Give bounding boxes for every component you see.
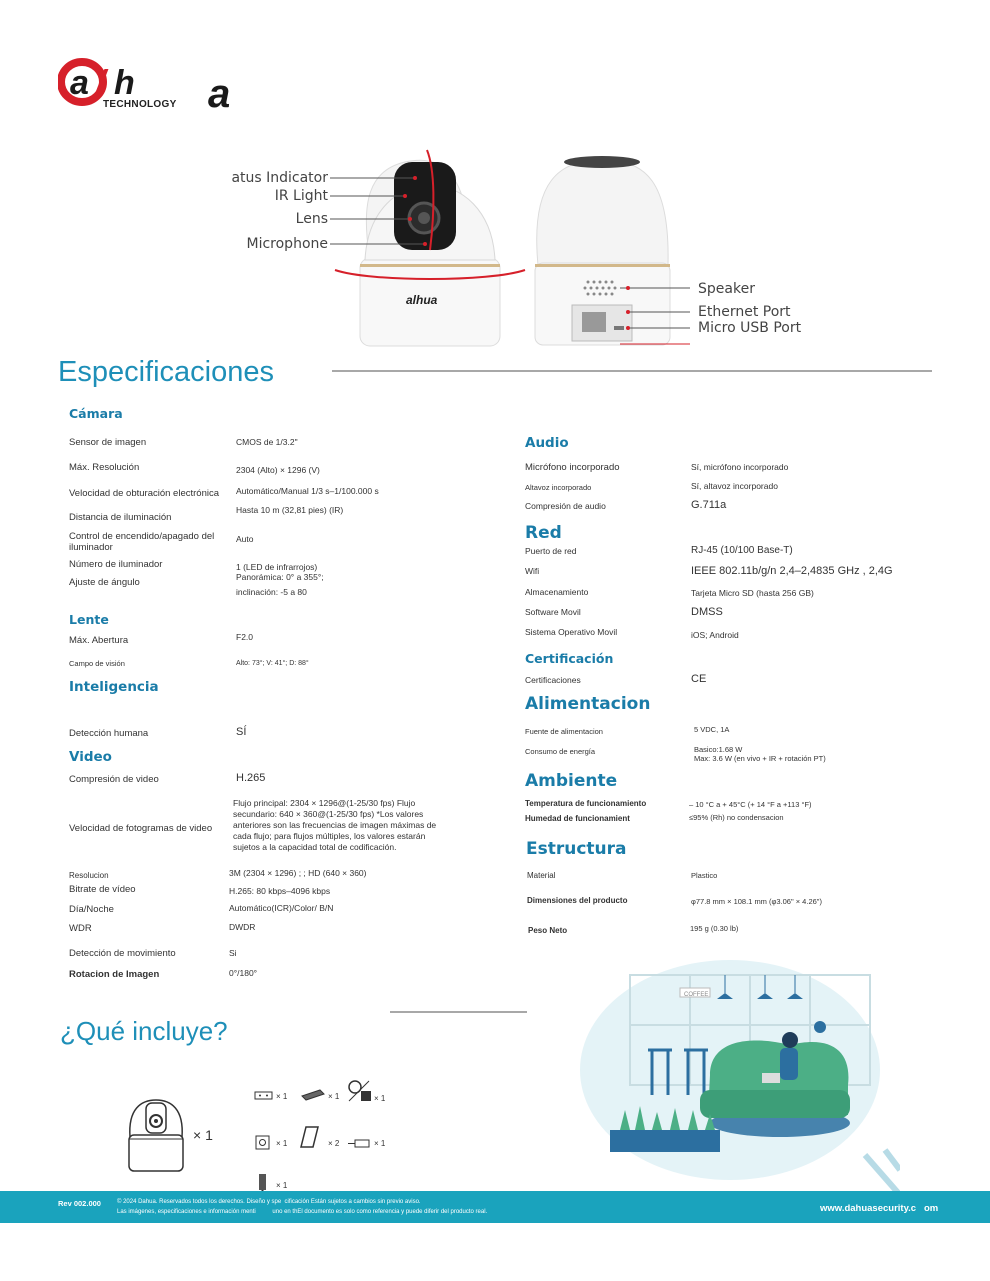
spec-value: CE bbox=[691, 673, 707, 685]
group-estructura: Estructura bbox=[526, 839, 627, 859]
spec-value: DMSS bbox=[691, 606, 723, 618]
camera-product-image bbox=[330, 140, 690, 355]
group-camara: Cámara bbox=[69, 406, 123, 421]
spec-value: F2.0 bbox=[236, 632, 254, 642]
usb-cable-icon bbox=[347, 1138, 371, 1150]
spec-label: Día/Noche bbox=[69, 904, 114, 915]
item-qty: × 1 bbox=[276, 1181, 288, 1190]
spec-label: Consumo de energía bbox=[525, 747, 596, 756]
spec-label: Temperatura de funcionamiento bbox=[525, 799, 647, 808]
camera-logo: alhua bbox=[406, 293, 438, 307]
spec-value: Panorámica: 0° a 355°; bbox=[236, 572, 324, 582]
label-lens: Lens bbox=[295, 211, 328, 227]
group-inteligencia: Inteligencia bbox=[69, 679, 159, 695]
spec-value: iOS; Android bbox=[691, 630, 739, 640]
coffee-sign: COFFEE bbox=[684, 992, 709, 998]
item-qty: × 1 bbox=[276, 1139, 288, 1148]
includes-title: ¿Qué incluye? bbox=[60, 1016, 228, 1046]
item-qty: × 1 bbox=[374, 1139, 386, 1148]
spec-label: Campo de visión bbox=[69, 659, 125, 668]
spec-label: Dimensiones del producto bbox=[527, 896, 628, 905]
group-certificacion: Certificación bbox=[525, 651, 614, 666]
spec-label: Número de iluminador bbox=[69, 559, 163, 570]
screw-pack-icon bbox=[300, 1088, 326, 1102]
spec-value: 0°/180° bbox=[229, 968, 258, 978]
spec-value: Auto bbox=[236, 534, 254, 544]
group-video: Video bbox=[69, 749, 112, 765]
footer-bar bbox=[0, 1191, 990, 1223]
label-ethernet-port: Ethernet Port bbox=[698, 304, 791, 320]
group-alimentacion: Alimentacion bbox=[525, 694, 651, 714]
spec-label: Peso Neto bbox=[528, 926, 568, 935]
spec-label: Wifi bbox=[525, 566, 540, 576]
product-mark: a bbox=[208, 72, 231, 116]
svg-text:/: / bbox=[96, 64, 106, 102]
spec-label: Sensor de imagen bbox=[69, 437, 147, 448]
spec-value: Sí, altavoz incorporado bbox=[691, 481, 778, 491]
svg-text:h: h bbox=[114, 64, 135, 102]
logo-subtitle: TECHNOLOGY bbox=[103, 99, 177, 110]
spec-value: CMOS de 1/3.2" bbox=[236, 437, 298, 447]
group-ambiente: Ambiente bbox=[525, 771, 618, 791]
item-qty: × 1 bbox=[276, 1092, 288, 1101]
group-audio: Audio bbox=[525, 435, 569, 451]
spec-label: Altavoz incorporado bbox=[525, 483, 592, 492]
spec-label: Detección de movimiento bbox=[69, 948, 176, 959]
spec-label: Detección humana bbox=[69, 728, 149, 739]
spec-label: Bitrate de vídeo bbox=[69, 884, 136, 895]
sticker-icon bbox=[255, 1135, 271, 1151]
spec-label: Máx. Resolución bbox=[69, 462, 140, 473]
spec-value: DWDR bbox=[229, 922, 256, 932]
spec-value: 3M (2304 × 1296) ; ; HD (640 × 360) bbox=[229, 868, 367, 878]
spec-label: Máx. Abertura bbox=[69, 635, 129, 646]
includes-divider bbox=[390, 1011, 527, 1013]
spec-label: Distancia de iluminación bbox=[69, 512, 172, 523]
specs-title: Especificaciones bbox=[58, 356, 274, 388]
spec-value: – 10 °C a + 45°C (+ 14 °F a +113 °F) bbox=[689, 800, 812, 809]
spec-value: 195 g (0.30 lb) bbox=[690, 924, 739, 933]
spec-value: 1 (LED de infrarrojos) bbox=[236, 562, 318, 572]
footer-website-link[interactable]: www.dahuasecurity.c om bbox=[820, 1203, 939, 1214]
spec-value: Tarjeta Micro SD (hasta 256 GB) bbox=[691, 588, 814, 598]
office-illustration bbox=[580, 955, 900, 1200]
spec-value: Basico:1.68 W bbox=[694, 745, 743, 754]
spec-label: Compresión de audio bbox=[525, 501, 606, 511]
camera-qty: × 1 bbox=[193, 1127, 213, 1143]
spec-value: φ77.8 mm × 108.1 mm (φ3.06" × 4.26") bbox=[691, 897, 822, 906]
item-qty: × 2 bbox=[328, 1139, 340, 1148]
logo-text: a bbox=[70, 64, 89, 102]
spec-value: Max: 3.6 W (en vivo + IR + rotación PT) bbox=[694, 754, 826, 763]
spec-value-lines: Flujo principal: 2304 × 1296@(1-25/30 fps) Flujo secundario: 640 × 360@(1-25/30 fps) *Los valores anteriores son las frecuencias de imagen máximas de cada flujo; para flujos múltiples, los valores estarán sujetos a la capacidad total de codificación. bbox=[233, 798, 437, 852]
spec-value: Automático(ICR)/Color/ B/N bbox=[229, 903, 334, 913]
spec-value: Hasta 10 m (32,81 pies) (IR) bbox=[236, 505, 344, 515]
spec-value: SÍ bbox=[236, 726, 247, 738]
spec-label: Velocidad de fotogramas de video bbox=[69, 823, 213, 834]
mounting-plate-icon bbox=[254, 1090, 274, 1102]
spec-value: IEEE 802.11b/g/n 2,4–2,4835 GHz , 2,4G bbox=[691, 565, 893, 577]
spec-label: Compresión de video bbox=[69, 774, 159, 785]
item-qty: × 1 bbox=[328, 1092, 340, 1101]
spec-label: Software Movil bbox=[525, 607, 581, 617]
item-qty: × 1 bbox=[374, 1094, 386, 1103]
spec-value: inclinación: -5 a 80 bbox=[236, 587, 307, 597]
spec-value: RJ-45 (10/100 Base-T) bbox=[691, 545, 793, 556]
section-divider bbox=[332, 370, 932, 372]
spec-label: Puerto de red bbox=[525, 546, 577, 556]
spec-value: Si bbox=[229, 948, 237, 958]
label-speaker: Speaker bbox=[698, 281, 755, 297]
group-red: Red bbox=[525, 523, 562, 543]
card-icon bbox=[300, 1125, 320, 1149]
spec-value: G.711a bbox=[691, 499, 727, 511]
spec-value: Alto: 73°; V: 41°; D: 88° bbox=[236, 660, 309, 667]
spec-label: Fuente de alimentacion bbox=[525, 727, 603, 736]
spec-value: 5 VDC, 1A bbox=[694, 725, 730, 734]
label-microphone: Microphone bbox=[246, 236, 328, 252]
spec-label: WDR bbox=[69, 923, 92, 934]
spec-label: Almacenamiento bbox=[525, 587, 589, 597]
spec-label: Control de encendido/apagado del iluminador bbox=[69, 531, 215, 553]
spec-value: H.265: 80 kbps–4096 kbps bbox=[229, 886, 331, 896]
spec-label: Resolucion bbox=[69, 871, 109, 880]
spec-label: Rotacion de Imagen bbox=[69, 969, 160, 980]
spec-label: Sistema Operativo Movil bbox=[525, 627, 618, 637]
qr-guide-icon bbox=[347, 1079, 373, 1105]
group-lente: Lente bbox=[69, 612, 109, 627]
spec-label: Material bbox=[527, 871, 556, 880]
label-ir-light: IR Light bbox=[274, 188, 328, 204]
spec-label: Certificaciones bbox=[525, 675, 581, 685]
included-camera-icon bbox=[126, 1097, 186, 1175]
spec-value: Automático/Manual 1/3 s–1/100.000 s bbox=[236, 486, 379, 496]
spec-value: 2304 (Alto) × 1296 (V) bbox=[236, 465, 320, 475]
label-status-indicator: atus Indicator bbox=[231, 170, 328, 186]
spec-label: Micrófono incorporado bbox=[525, 462, 620, 473]
footer-disclaimer: Las imágenes, especificaciones e información menti uno en thEl documento es solo como referencia y puede diferir del producto real. bbox=[117, 1209, 488, 1215]
spec-value: ≤95% (Rh) no condensacion bbox=[689, 813, 784, 822]
label-micro-usb-port: Micro USB Port bbox=[698, 320, 802, 336]
spec-label: Velocidad de obturación electrónica bbox=[69, 488, 219, 499]
footer-copyright: © 2024 Dahua. Reservados todos los derechos. Diseño y spe cificación Están sujetos a cambios sin previo aviso. bbox=[117, 1199, 421, 1205]
spec-label: Ajuste de ángulo bbox=[69, 577, 140, 588]
spec-value: Plastico bbox=[691, 871, 718, 880]
spec-label: Humedad de funcionamient bbox=[525, 814, 630, 823]
spec-value: Sí, micrófono incorporado bbox=[691, 462, 789, 472]
spec-value: H.265 bbox=[236, 772, 266, 784]
footer-revision: Rev 002.000 bbox=[58, 1199, 101, 1208]
